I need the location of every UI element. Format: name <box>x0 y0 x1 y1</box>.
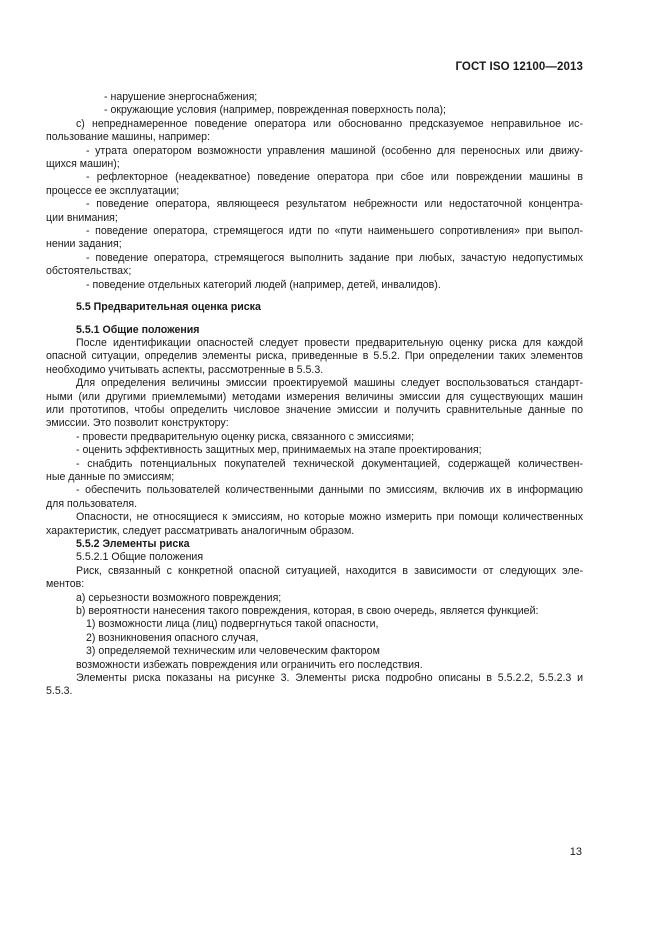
paragraph-line: необходимо учитывать аспекты, рассмотренные в 5.5.3. <box>46 363 324 376</box>
text-line: нении задания; <box>46 238 122 251</box>
list-item: b) вероятности нанесения такого повреждения, которая, в свою очередь, является функцией: <box>76 605 539 618</box>
text-line: щихся машин); <box>46 158 120 171</box>
list-item: 1) возможности лица (лиц) подвергнуться такой опасности, <box>86 618 379 631</box>
page-number: 13 <box>569 846 582 858</box>
list-item: - оценить эффективность защитных мер, принимаемых на этапе проектирования; <box>76 444 482 457</box>
paragraph-line: возможности избежать повреждения или ограничить его последствия. <box>76 658 423 671</box>
list-item: - провести предварительную оценку риска, связанного с эмиссиями; <box>76 430 415 443</box>
paragraph-line: После идентификации опасностей следует провести предварительную оценку риска для каждой <box>76 336 583 349</box>
paragraph-line: характеристик, следует рассматривать аналогичным образом. <box>46 524 355 537</box>
paragraph-line: Элементы риска показаны на рисунке 3. Элементы риска подробно описаны в 5.5.2.2, 5.5.2.3 и <box>76 672 583 685</box>
paragraph-line: ными (или другими приемлемыми) методами измерения величины эмиссии для существующих машин <box>46 390 583 403</box>
subsection-heading: 5.5.1 Общие положения <box>76 323 200 336</box>
text-line: для пользователя. <box>46 497 138 510</box>
section-heading: 5.5 Предварительная оценка риска <box>76 301 261 314</box>
list-item: - рефлекторное (неадекватное) поведение оператора при сбое или повреждении машины в <box>86 171 583 184</box>
paragraph-line: Опасности, не относящиеся к эмиссиям, но которые можно измерить при помощи количественных <box>76 511 583 524</box>
text-line: ции внимания; <box>46 211 118 224</box>
standard-header: ГОСТ ISO 12100—2013 <box>455 61 583 73</box>
subsection-heading: 5.5.2 Элементы риска <box>76 538 190 550</box>
paragraph-line: Для определения величины эмиссии проектируемой машины следует воспользоваться стандарт- <box>76 377 583 390</box>
list-item: с) непреднамеренное поведение оператора или обоснованно предсказуемое неправильное ис- <box>76 117 583 130</box>
text-line: обстоятельствах; <box>46 265 132 278</box>
text-line: пользование машины, например: <box>46 131 210 144</box>
list-item: - обеспечить пользователей количественными данными по эмиссиям, включив их в информацию <box>76 484 583 497</box>
list-item: - поведение отдельных категорий людей (например, детей, инвалидов). <box>86 278 441 291</box>
list-item: - поведение оператора, являющееся результатом небрежности или недостаточной концентра- <box>86 198 583 211</box>
text-line: процессе ее эксплуатации; <box>46 184 180 197</box>
subsubsection-heading: 5.5.2.1 Общие положения <box>76 551 204 564</box>
list-item: 2) возникновения опасного случая, <box>86 631 259 644</box>
list-item: - снабдить потенциальных покупателей технической документацией, содержащей количествен- <box>76 457 583 470</box>
list-item: а) серьезности возможного повреждения; <box>76 591 282 604</box>
paragraph-line: 5.5.3. <box>46 685 73 698</box>
page-body <box>46 91 583 699</box>
paragraph-line: опасной ситуации, определив элементы риска, приведенные в 5.5.2. При определении таких элементов <box>46 350 583 363</box>
list-item: - поведение оператора, стремящегося идти по «пути наименьшего сопротивления» при выпол- <box>86 225 583 238</box>
paragraph-line: или прототипов, чтобы определить числовое значение эмиссии и получить сравнительные данные по <box>46 403 583 416</box>
list-item: 3) определяемой техническим или человеческим фактором <box>86 645 380 658</box>
paragraph-line: ментов: <box>46 578 85 591</box>
list-item: - нарушение энергоснабжения; <box>104 91 258 103</box>
paragraph-line: Риск, связанный с конкретной опасной ситуацией, находится в зависимости от следующих эле- <box>76 564 583 577</box>
text-line: ные данные по эмиссиям; <box>46 470 175 483</box>
list-item: - окружающие условия (например, поврежденная поверхность пола); <box>104 104 446 117</box>
paragraph-line: эмиссии. Это позволит конструктору: <box>46 417 229 430</box>
list-item: - поведение оператора, стремящегося выполнить задание при любых, зачастую недопустимых <box>86 251 583 264</box>
list-item: - утрата оператором возможности управления машиной (особенно для переносных или движу- <box>86 144 583 157</box>
